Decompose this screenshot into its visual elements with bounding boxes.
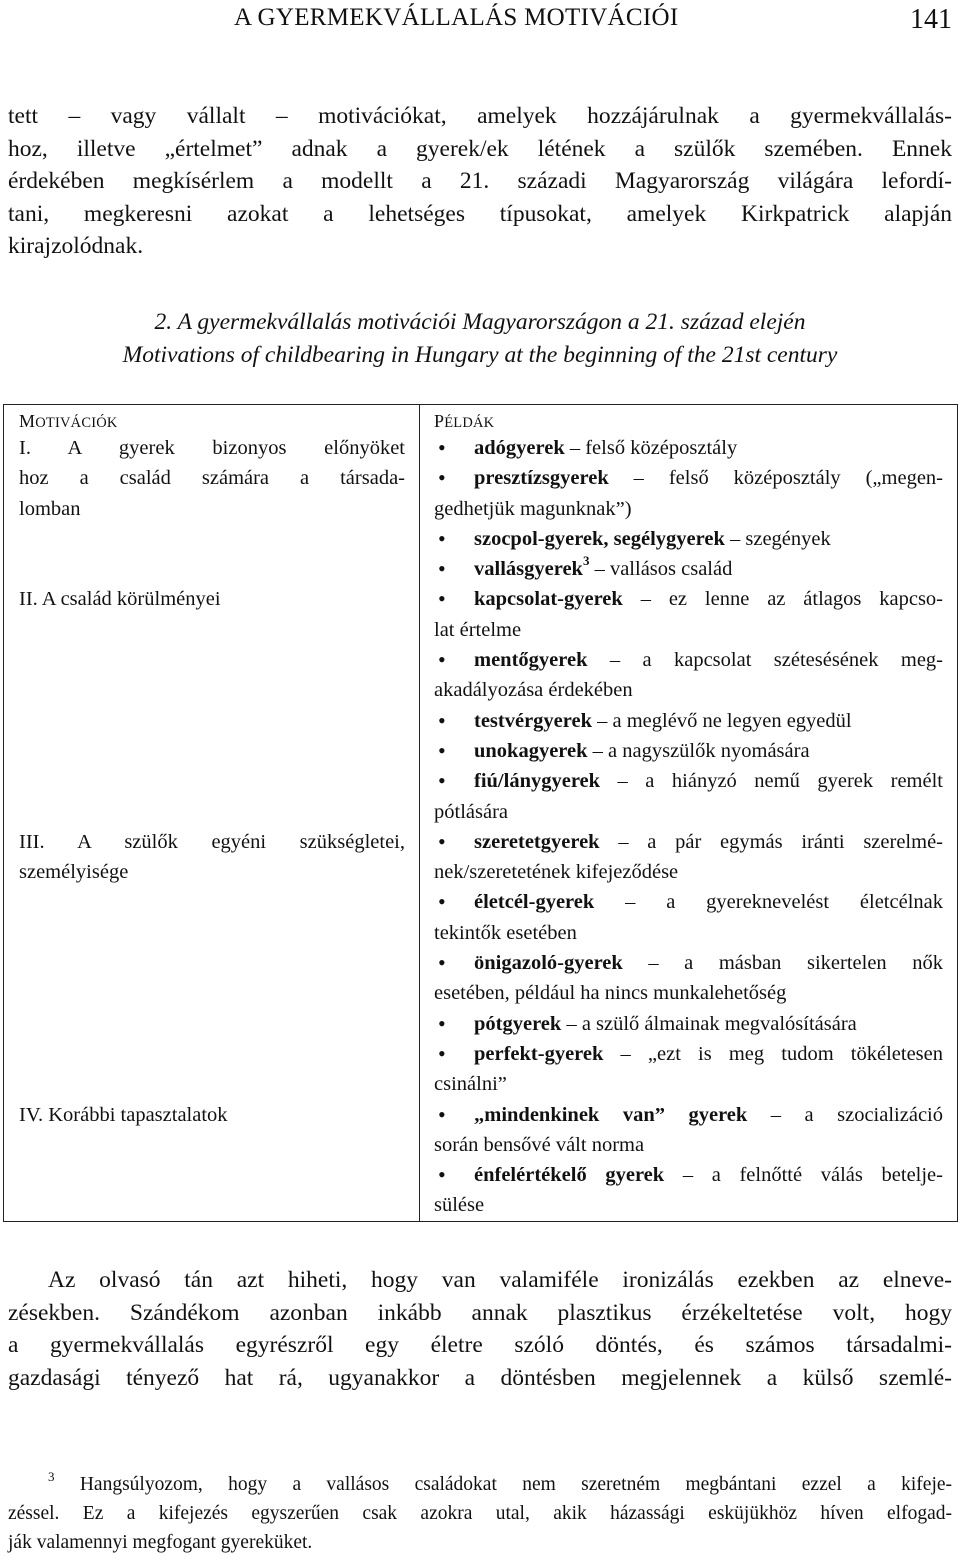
footnote-ref: 3 [582, 553, 590, 569]
intro-line: hoz, illetve „értelmet” adnak a gyerek/ek létének a szülők szemében. Ennek [8, 135, 952, 162]
intro-line: tani, megkeresni azokat a lehetséges típusokat, amelyek Kirkpatrick alapján [8, 200, 952, 227]
intro-line: érdekében megkísérlem a modellt a 21. századi Magyarország világára lefordí- [8, 168, 952, 194]
list-item: • perfekt-gyerek – „ezt is meg tudom tökéletesen csinálni” [434, 1039, 943, 1100]
list-item: • adógyerek – felső középosztály [434, 433, 943, 463]
motivations-table [3, 404, 958, 1222]
list-item: • életcél-gyerek – a gyereknevelést életcélnak tekintők esetében [434, 887, 943, 948]
list-item: • énfelértékelő gyerek – a felnőtté válás betelje- sülése [434, 1160, 943, 1221]
footnote-line: Hangsúlyozom, hogy a vallásos családokat nem szeretném megbántani ezzel a kifeje- [79, 1474, 953, 1495]
running-header [8, 0, 952, 40]
intro-line: tett – vagy vállalt – motivációkat, amelyek hozzájárulnak a gyermekvállalás- [8, 103, 952, 129]
column-header-motivations: MOTIVÁCIÓK [4, 405, 420, 434]
list-item: • kapcsolat-gyerek – ez lenne az átlagos kapcso- lat értelme [434, 584, 943, 645]
footnote-line: zéssel. Ez a kifejezés egyszerűen csak azokra utal, akik házassági esküjükhöz híven elfogad- [8, 1503, 952, 1524]
footnote-marker: 3 [48, 1468, 55, 1484]
body-line: Az olvasó tán azt hiheti, hogy van valamiféle ironizálás ezekben az elneve- [48, 1267, 952, 1293]
category-cell: III. A szülők egyéni szükségletei, személyisége [19, 830, 405, 884]
list-item: • önigazoló-gyerek – a másban sikertelen nők esetében, például ha nincs munkalehetőség [434, 948, 943, 1009]
examples-list [434, 584, 943, 826]
footnote-line: ják valamennyi megfogant gyereküket. [8, 1532, 313, 1553]
body-line: a gyermekvállalás egyrészről egy életre szóló döntés, és számos társadalmi- [8, 1332, 952, 1358]
list-item: • presztízsgyerek – felső középosztály („megen- gedhetjük magunknak”) [434, 463, 943, 524]
table-row [4, 1100, 958, 1222]
list-item: • unokagyerek – a nagyszülők nyomására [434, 736, 943, 766]
category-cell: IV. Korábbi tapasztalatok [19, 1103, 228, 1126]
intro-line: kirajzolódnak. [8, 233, 144, 259]
table-row [4, 433, 958, 584]
category-cell: I. A gyerek bizonyos előnyöket hoz a család számára a társada- lomban [19, 437, 405, 520]
table-caption-hu: 2. A gyermekvállalás motivációi Magyarországon a 21. század elején [154, 309, 806, 335]
list-item: • testvérgyerek – a meglévő ne legyen egyedül [434, 706, 943, 736]
intro-paragraph [8, 100, 952, 263]
running-title: A GYERMEKVÁLLALÁS MOTIVÁCIÓI [234, 4, 679, 31]
list-item: • „mindenkinek van” gyerek – a szocializáció során bensővé vált norma [434, 1100, 943, 1161]
list-item: • szocpol-gyerek, segélygyerek – szegények [434, 524, 943, 554]
table-row [4, 827, 958, 1100]
list-item: • fiú/lánygyerek – a hiányzó nemű gyerek remélt pótlására [434, 766, 943, 827]
column-header-examples: PÉLDÁK [420, 405, 958, 434]
body-line: gazdasági tényező hat rá, ugyanakkor a döntésben megjelennek a külső szemlé- [8, 1364, 952, 1391]
examples-list [434, 1100, 943, 1221]
list-item: • szeretetgyerek – a pár egymás iránti szerelmé- nek/szeretetének kifejeződése [434, 827, 943, 888]
examples-list [434, 827, 943, 1100]
list-item: • mentőgyerek – a kapcsolat szétesésének meg- akadályozása érdekében [434, 645, 943, 706]
category-cell: II. A család körülményei [19, 588, 221, 611]
list-item: • vallásgyerek$^3$ – vallásos család [434, 554, 943, 584]
list-item: • pótgyerek – a szülő álmainak megvalósítására [434, 1009, 943, 1039]
page-number: 141 [910, 4, 952, 35]
table-caption-en: Motivations of childbearing in Hungary at the beginning of the 21st century [122, 342, 838, 368]
footnote [8, 1470, 952, 1557]
body-paragraph [8, 1264, 952, 1394]
examples-list [434, 433, 943, 584]
body-line: zésekben. Szándékom azonban inkább annak plasztikus érzékeltetése volt, hogy [8, 1299, 952, 1326]
table-row [4, 584, 958, 826]
